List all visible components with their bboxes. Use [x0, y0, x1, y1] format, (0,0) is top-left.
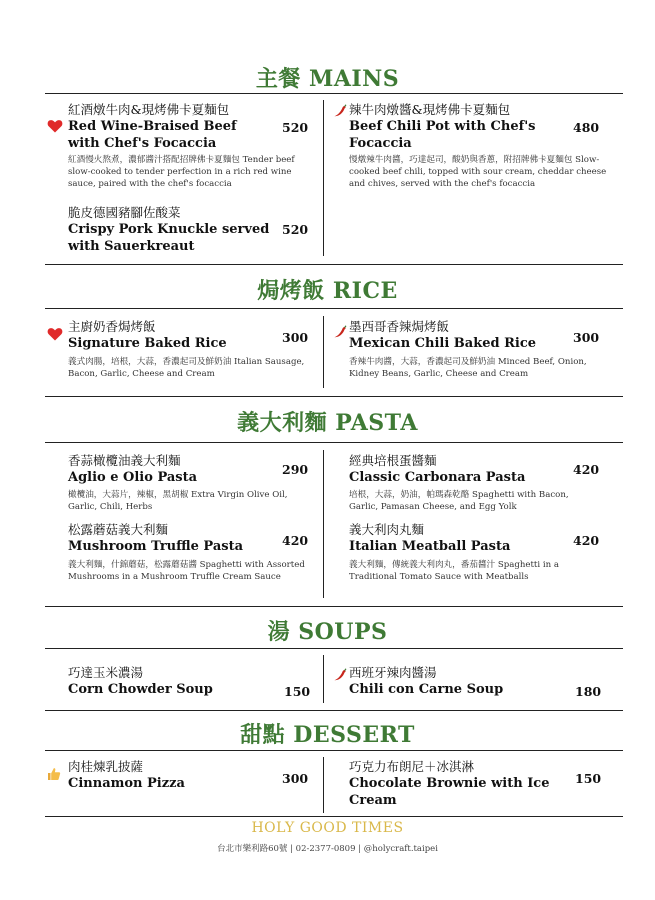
item-price: 180 — [575, 684, 602, 699]
item-name-zh: 義大利肉丸麵 — [349, 522, 425, 537]
item-price: 520 — [282, 222, 309, 237]
heart-icon — [47, 326, 63, 342]
item-name-zh: 巧克力布朗尼＋冰淇淋 — [349, 759, 475, 774]
section-title-pasta: 義大利麵 PASTA — [237, 410, 418, 436]
brand-name: HOLY GOOD TIMES — [251, 820, 404, 836]
item-name-zh: 主廚奶香焗烤飯 — [68, 319, 156, 334]
menu-item-mushroom-truffle — [68, 522, 268, 555]
menu-item-carbonara — [349, 453, 549, 486]
item-name-en: Aglio e Olio Pasta — [68, 470, 198, 485]
item-name-en: Mushroom Truffle Pasta — [68, 539, 244, 554]
item-price: 300 — [282, 771, 309, 786]
item-name-zh: 香蒜橄欖油義大利麵 — [68, 453, 181, 468]
item-name-zh: 松露蘑菇義大利麵 — [68, 522, 169, 537]
menu-item-mexican-chili-baked-rice — [349, 319, 569, 352]
section-title-rice: 焗烤飯 RICE — [257, 278, 398, 304]
item-description: 義式肉腸，培根，大蒜，香濃起司及鮮奶油 Italian Sausage, Bacon, Garlic, Cheese and Cream — [68, 357, 305, 379]
item-name-en: Red Wine-Braised Beef with Chef's Focaccia — [68, 119, 237, 151]
chili-icon — [333, 325, 347, 339]
divider — [45, 308, 623, 309]
item-name-en: Classic Carbonara Pasta — [349, 470, 526, 485]
item-price: 420 — [282, 533, 309, 548]
item-price: 420 — [573, 533, 600, 548]
section-title-soups: 湯 SOUPS — [267, 619, 388, 645]
item-name-zh: 肉桂煉乳披薩 — [68, 759, 144, 774]
menu-item-aglio-e-olio — [68, 453, 268, 486]
item-name-zh: 墨西哥香辣焗烤飯 — [349, 319, 450, 334]
divider — [45, 442, 623, 443]
item-price: 300 — [573, 330, 600, 345]
menu-item-corn-chowder — [68, 665, 268, 698]
item-name-en: Cinnamon Pizza — [68, 776, 185, 791]
item-name-en: Italian Meatball Pasta — [349, 539, 511, 554]
item-name-en: Corn Chowder Soup — [68, 682, 213, 697]
divider — [45, 648, 623, 649]
item-name-en: Crispy Pork Knuckle served with Sauerkreaut — [68, 222, 270, 254]
menu-item-meatball — [349, 522, 549, 555]
item-description: 紅酒慢火熬煮，濃郁醬汁搭配招牌佛卡夏麵包 Tender beef slow-cooked to tender perfection in a rich red wine sauce, paired with the chef's focaccia — [68, 155, 295, 189]
item-price: 290 — [282, 462, 309, 477]
divider — [45, 264, 623, 265]
item-price: 300 — [282, 330, 309, 345]
divider — [45, 93, 623, 94]
chili-icon — [333, 104, 347, 118]
section-title-dessert: 甜點 DESSERT — [240, 722, 415, 748]
heart-icon — [47, 118, 63, 134]
item-name-en: Beef Chili Pot with Chef's Focaccia — [349, 119, 536, 151]
column-divider — [323, 450, 324, 598]
item-description: 義大利麵，傳統義大利肉丸，番茄醬汁 Spaghetti in a Traditional Tomato Sauce with Meatballs — [349, 560, 559, 582]
thumbs-up-icon — [47, 767, 61, 781]
divider — [45, 396, 623, 397]
item-name-zh: 巧達玉米濃湯 — [68, 665, 144, 680]
item-name-zh: 脆皮德國豬腳佐酸菜 — [68, 205, 181, 220]
column-divider — [323, 757, 324, 813]
item-name-zh: 辣牛肉燉醬&現烤佛卡夏麵包 — [349, 102, 511, 117]
item-name-en: Signature Baked Rice — [68, 336, 227, 351]
item-name-zh: 西班牙辣肉醬湯 — [349, 665, 437, 680]
section-title-mains: 主餐 MAINS — [255, 66, 400, 92]
menu-item-pork-knuckle — [68, 205, 278, 255]
menu-item-beef-chili-pot — [349, 102, 549, 152]
column-divider — [323, 100, 324, 256]
column-divider — [323, 655, 324, 703]
column-divider — [323, 316, 324, 388]
item-price: 150 — [575, 771, 602, 786]
divider — [45, 710, 623, 711]
chili-icon — [333, 668, 347, 682]
item-description: 義大利麵，什錦蘑菇，松露蘑菇醬 Spaghetti with Assorted Mushrooms in a Mushroom Truffle Cream Sauce — [68, 560, 305, 582]
item-description: 培根，大蒜，奶油，帕瑪森乾酪 Spaghetti with Bacon, Garlic, Pamasan Cheese, and Egg Yolk — [349, 490, 569, 512]
item-price: 520 — [282, 120, 309, 135]
divider — [45, 606, 623, 607]
item-price: 480 — [573, 120, 600, 135]
item-description: 橄欖油，大蒜片，辣椒，黑胡椒 Extra Virgin Olive Oil, Garlic, Chili, Herbs — [68, 490, 288, 512]
item-name-zh: 紅酒燉牛肉&現烤佛卡夏麵包 — [68, 102, 230, 117]
item-name-en: Mexican Chili Baked Rice — [349, 336, 537, 351]
menu-item-chili-con-carne — [349, 665, 549, 698]
item-name-en: Chocolate Brownie with Ice Cream — [349, 776, 550, 808]
menu-item-cinnamon-pizza — [68, 759, 268, 792]
menu-item-red-wine-beef — [68, 102, 268, 152]
item-price: 150 — [284, 684, 311, 699]
item-description: 慢燉辣牛肉醬，巧達起司，酸奶與香蔥，附招牌佛卡夏麵包 Slow-cooked beef chili, topped with sour cream, cheddar cheese and chives, served with the chef's focaccia — [349, 155, 607, 189]
item-price: 420 — [573, 462, 600, 477]
contact-info: 台北市樂利路60號 | 02-2377-0809 | @holycraft.taipei — [217, 844, 438, 854]
item-name-en: Chili con Carne Soup — [349, 682, 504, 697]
menu-item-signature-baked-rice — [68, 319, 268, 352]
divider — [45, 750, 623, 751]
menu-item-chocolate-brownie — [349, 759, 564, 809]
item-description: 香辣牛肉醬，大蒜，香濃起司及鮮奶油 Minced Beef, Onion, Kidney Beans, Garlic, Cheese and Cream — [349, 357, 587, 379]
item-name-zh: 經典培根蛋醬麵 — [349, 453, 437, 468]
divider — [45, 816, 623, 817]
